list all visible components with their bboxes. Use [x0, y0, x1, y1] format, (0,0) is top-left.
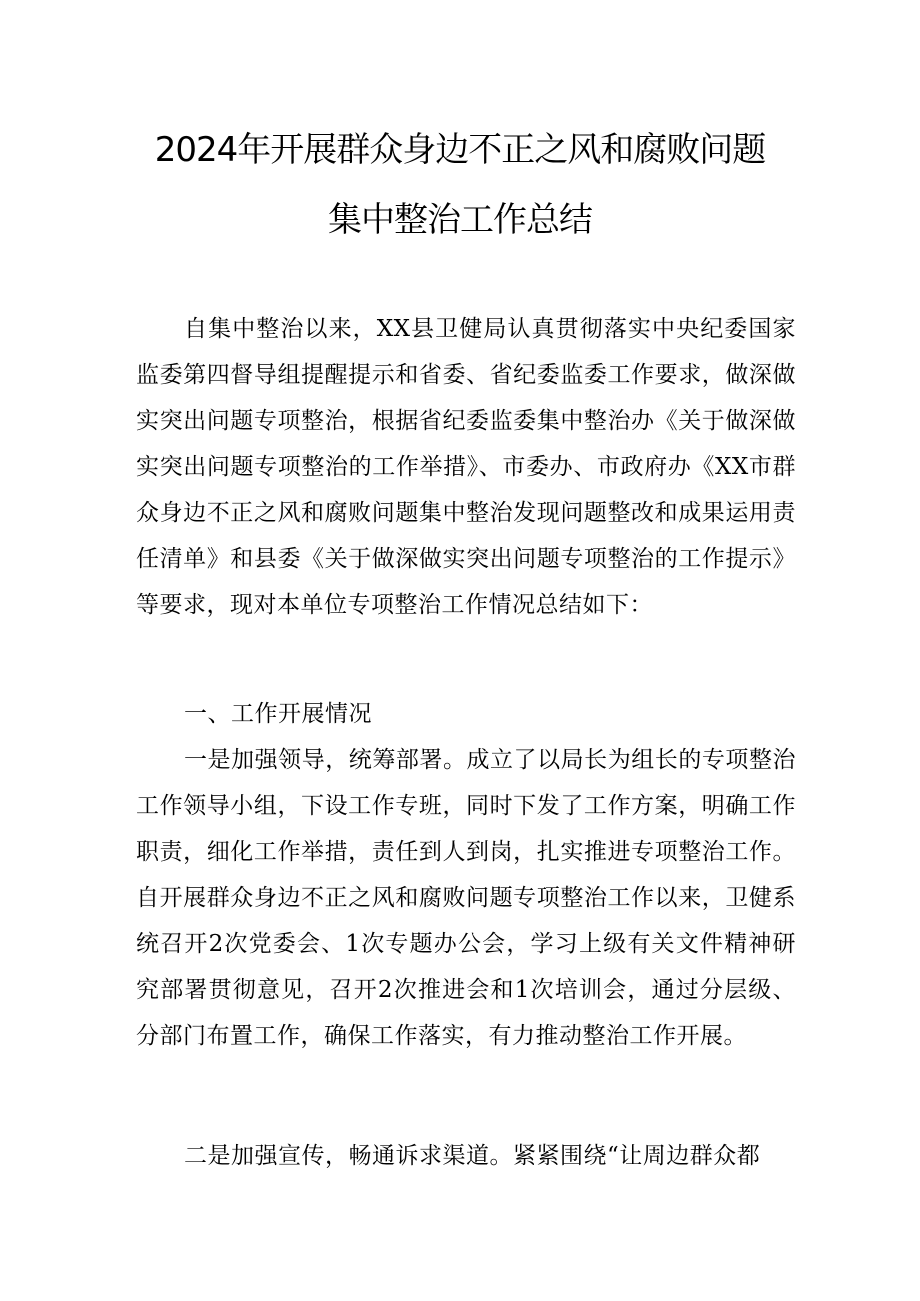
body-paragraph: 一是加强领导，统筹部署。成立了以局长为组长的专项整治工作领导小组，下设工作专班，同时下发了工作方案，明确工作职责，细化工作举措，责任到人到岗，扎实推进专项整治工作。自开展群众身边不正之风和腐败问题专项整治工作以来，卫健系统召开2次党委会、1次专题办公会，学习上级有关文件精神研究部署贯彻意见，召开2次推进会和1次培训会，通过分层级、分部门布置工作，确保工作落实，有力推动整治工作开展。 [136, 747, 796, 1049]
document-title-line-2: 集中整治工作总结 [328, 200, 592, 240]
document-title-line-1: 2024年开展群众身边不正之风和腐败问题 [154, 130, 766, 170]
section-heading: 一、工作开展情况 [184, 701, 372, 727]
body-paragraph: 二是加强宣传，畅通诉求渠道。紧紧围绕“让周边群众都 [184, 1143, 761, 1169]
intro-paragraph: 自集中整治以来，XX县卫健局认真贯彻落实中央纪委国家监委第四督导组提醒提示和省委、省纪委监委工作要求，做深做实突出问题专项整治，根据省纪委监委集中整治办《关于做深做实突出问题专项整治的工作举措》、市委办、市政府办《XX市群众身边不正之风和腐败问题集中整治发现问题整改和成果运用责任清单》和县委《关于做深做实突出问题专项整治的工作提示》等要求，现对本单位专项整治工作情况总结如下： [136, 316, 796, 618]
